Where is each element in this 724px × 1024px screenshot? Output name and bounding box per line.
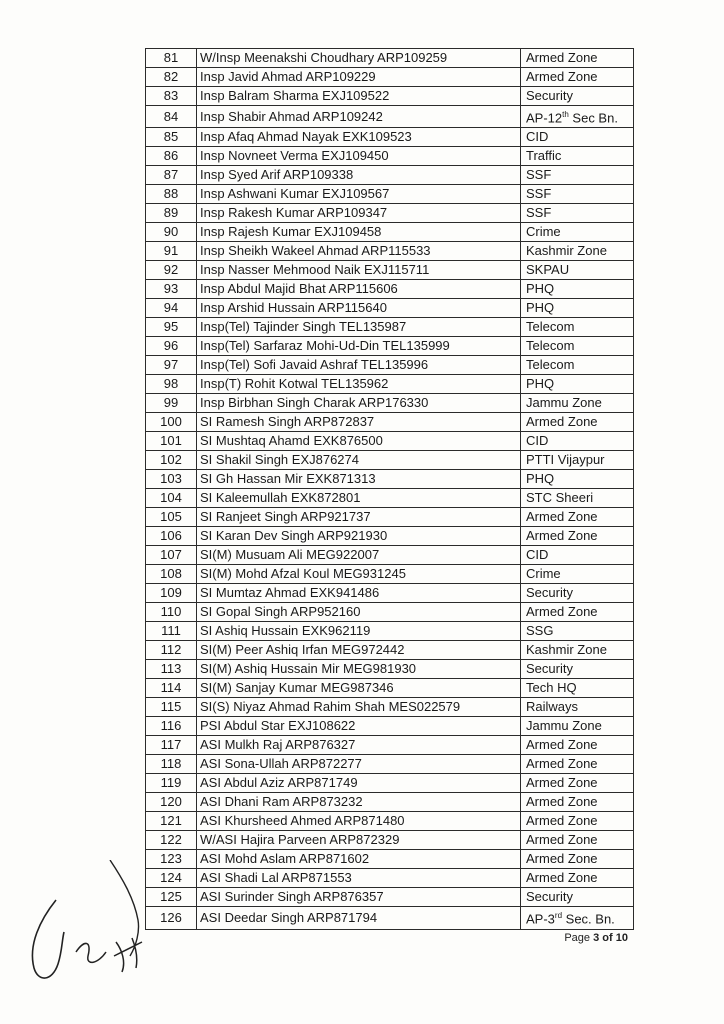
officer-name-cell: SI(S) Niyaz Ahmad Rahim Shah MES022579: [197, 698, 521, 717]
serial-number-cell: 82: [146, 68, 197, 87]
serial-number-cell: 89: [146, 204, 197, 223]
serial-number-cell: 97: [146, 356, 197, 375]
table-row: [146, 204, 634, 223]
serial-number-cell: 113: [146, 660, 197, 679]
serial-number-cell: 121: [146, 812, 197, 831]
officer-name-cell: SI(M) Mohd Afzal Koul MEG931245: [197, 565, 521, 584]
officer-name-cell: Insp Afaq Ahmad Nayak EXK109523: [197, 128, 521, 147]
posting-cell: Armed Zone: [521, 527, 634, 546]
officer-name-cell: Insp(Tel) Sofi Javaid Ashraf TEL135996: [197, 356, 521, 375]
serial-number-cell: 125: [146, 888, 197, 907]
officer-name-cell: ASI Khursheed Ahmed ARP871480: [197, 812, 521, 831]
serial-number-cell: 90: [146, 223, 197, 242]
officer-name-cell: Insp Balram Sharma EXJ109522: [197, 87, 521, 106]
table-row: [146, 546, 634, 565]
serial-number-cell: 123: [146, 850, 197, 869]
posting-cell: PHQ: [521, 470, 634, 489]
table-row: [146, 641, 634, 660]
posting-cell: SSF: [521, 166, 634, 185]
page-of: of: [602, 932, 613, 944]
serial-number-cell: 100: [146, 413, 197, 432]
posting-cell: PTTI Vijaypur: [521, 451, 634, 470]
officer-name-cell: SI Karan Dev Singh ARP921930: [197, 527, 521, 546]
table-row: [146, 850, 634, 869]
posting-cell: Armed Zone: [521, 831, 634, 850]
posting-cell: Armed Zone: [521, 869, 634, 888]
serial-number-cell: 107: [146, 546, 197, 565]
posting-cell: Telecom: [521, 356, 634, 375]
posting-cell: Armed Zone: [521, 850, 634, 869]
table-row: [146, 375, 634, 394]
table-row: [146, 49, 634, 68]
officer-name-cell: Insp Syed Arif ARP109338: [197, 166, 521, 185]
page-total: 10: [615, 932, 628, 944]
officer-name-cell: SI Mumtaz Ahmad EXK941486: [197, 584, 521, 603]
serial-number-cell: 81: [146, 49, 197, 68]
serial-number-cell: 112: [146, 641, 197, 660]
table-row: [146, 87, 634, 106]
serial-number-cell: 101: [146, 432, 197, 451]
table-row: [146, 451, 634, 470]
table-row: [146, 584, 634, 603]
posting-cell: Crime: [521, 223, 634, 242]
posting-cell: Armed Zone: [521, 68, 634, 87]
serial-number-cell: 87: [146, 166, 197, 185]
posting-cell: Security: [521, 87, 634, 106]
serial-number-cell: 98: [146, 375, 197, 394]
officer-name-cell: Insp Javid Ahmad ARP109229: [197, 68, 521, 87]
posting-cell: PHQ: [521, 375, 634, 394]
posting-cell: Kashmir Zone: [521, 242, 634, 261]
serial-number-cell: 91: [146, 242, 197, 261]
posting-cell: Armed Zone: [521, 49, 634, 68]
signature-stroke-1: [32, 900, 64, 978]
serial-number-cell: 116: [146, 717, 197, 736]
posting-cell: AP-12th Sec Bn.: [521, 106, 634, 128]
posting-cell: Armed Zone: [521, 413, 634, 432]
posting-cell: Jammu Zone: [521, 394, 634, 413]
table-row: [146, 299, 634, 318]
posting-cell: PHQ: [521, 299, 634, 318]
posting-cell: SKPAU: [521, 261, 634, 280]
officer-name-cell: SI Gh Hassan Mir EXK871313: [197, 470, 521, 489]
officer-name-cell: Insp Nasser Mehmood Naik EXJ115711: [197, 261, 521, 280]
posting-cell: CID: [521, 128, 634, 147]
serial-number-cell: 120: [146, 793, 197, 812]
table-row: [146, 280, 634, 299]
officer-name-cell: Insp Rajesh Kumar EXJ109458: [197, 223, 521, 242]
table-row: [146, 812, 634, 831]
posting-cell: Security: [521, 660, 634, 679]
table-row: [146, 527, 634, 546]
posting-cell: AP-3rd Sec. Bn.: [521, 907, 634, 929]
table-row: [146, 166, 634, 185]
serial-number-cell: 111: [146, 622, 197, 641]
officer-name-cell: W/ASI Hajira Parveen ARP872329: [197, 831, 521, 850]
officer-name-cell: ASI Deedar Singh ARP871794: [197, 907, 521, 929]
officer-name-cell: Insp Rakesh Kumar ARP109347: [197, 204, 521, 223]
posting-cell: Telecom: [521, 318, 634, 337]
table-row: [146, 736, 634, 755]
serial-number-cell: 99: [146, 394, 197, 413]
table-row: [146, 261, 634, 280]
officer-name-cell: ASI Mulkh Raj ARP876327: [197, 736, 521, 755]
posting-cell: PHQ: [521, 280, 634, 299]
posting-cell: Telecom: [521, 337, 634, 356]
officer-name-cell: ASI Surinder Singh ARP876357: [197, 888, 521, 907]
officer-name-cell: Insp Abdul Majid Bhat ARP115606: [197, 280, 521, 299]
officer-name-cell: SI Shakil Singh EXJ876274: [197, 451, 521, 470]
posting-cell: Armed Zone: [521, 755, 634, 774]
personnel-table: [145, 48, 634, 930]
officer-name-cell: Insp(T) Rohit Kotwal TEL135962: [197, 375, 521, 394]
officer-name-cell: Insp Arshid Hussain ARP115640: [197, 299, 521, 318]
serial-number-cell: 109: [146, 584, 197, 603]
officer-name-cell: SI(M) Peer Ashiq Irfan MEG972442: [197, 641, 521, 660]
serial-number-cell: 93: [146, 280, 197, 299]
officer-name-cell: Insp Shabir Ahmad ARP109242: [197, 106, 521, 128]
officer-name-cell: SI(M) Sanjay Kumar MEG987346: [197, 679, 521, 698]
serial-number-cell: 85: [146, 128, 197, 147]
table-row: [146, 717, 634, 736]
posting-cell: CID: [521, 432, 634, 451]
table-row: [146, 508, 634, 527]
officer-name-cell: Insp Birbhan Singh Charak ARP176330: [197, 394, 521, 413]
table-row: [146, 223, 634, 242]
table-row: [146, 774, 634, 793]
serial-number-cell: 122: [146, 831, 197, 850]
table-row: [146, 470, 634, 489]
serial-number-cell: 84: [146, 106, 197, 128]
serial-number-cell: 114: [146, 679, 197, 698]
serial-number-cell: 124: [146, 869, 197, 888]
posting-cell: Railways: [521, 698, 634, 717]
page-label: Page: [564, 932, 591, 944]
posting-cell: Armed Zone: [521, 736, 634, 755]
officer-name-cell: ASI Sona-Ullah ARP872277: [197, 755, 521, 774]
serial-number-cell: 117: [146, 736, 197, 755]
table-row: [146, 888, 634, 907]
officer-name-cell: SI Kaleemullah EXK872801: [197, 489, 521, 508]
officer-name-cell: ASI Abdul Aziz ARP871749: [197, 774, 521, 793]
table-row: [146, 603, 634, 622]
officer-name-cell: ASI Mohd Aslam ARP871602: [197, 850, 521, 869]
posting-cell: Armed Zone: [521, 812, 634, 831]
table-row: [146, 869, 634, 888]
serial-number-cell: 108: [146, 565, 197, 584]
table-row: [146, 565, 634, 584]
table-row: [146, 68, 634, 87]
posting-cell: CID: [521, 546, 634, 565]
serial-number-cell: 96: [146, 337, 197, 356]
table-row: [146, 147, 634, 166]
table-row: [146, 831, 634, 850]
page-number: [564, 932, 628, 944]
serial-number-cell: 83: [146, 87, 197, 106]
serial-number-cell: 106: [146, 527, 197, 546]
serial-number-cell: 105: [146, 508, 197, 527]
posting-cell: Traffic: [521, 147, 634, 166]
table-row: [146, 793, 634, 812]
posting-cell: SSF: [521, 204, 634, 223]
officer-name-cell: PSI Abdul Star EXJ108622: [197, 717, 521, 736]
serial-number-cell: 118: [146, 755, 197, 774]
table-row: [146, 432, 634, 451]
table-row: [146, 907, 634, 929]
table-row: [146, 185, 634, 204]
table-row: [146, 106, 634, 128]
table-row: [146, 489, 634, 508]
table-body: [146, 49, 634, 930]
serial-number-cell: 102: [146, 451, 197, 470]
page-current: 3: [593, 932, 600, 944]
posting-cell: Armed Zone: [521, 793, 634, 812]
table-row: [146, 242, 634, 261]
officer-name-cell: SI Gopal Singh ARP952160: [197, 603, 521, 622]
serial-number-cell: 126: [146, 907, 197, 929]
posting-cell: SSF: [521, 185, 634, 204]
table-row: [146, 337, 634, 356]
table-row: [146, 394, 634, 413]
table-row: [146, 679, 634, 698]
officer-name-cell: SI Ashiq Hussain EXK962119: [197, 622, 521, 641]
serial-number-cell: 94: [146, 299, 197, 318]
officer-name-cell: Insp Sheikh Wakeel Ahmad ARP115533: [197, 242, 521, 261]
serial-number-cell: 95: [146, 318, 197, 337]
posting-cell: STC Sheeri: [521, 489, 634, 508]
posting-cell: Armed Zone: [521, 508, 634, 527]
officer-name-cell: SI Mushtaq Ahamd EXK876500: [197, 432, 521, 451]
officer-name-cell: SI(M) Ashiq Hussain Mir MEG981930: [197, 660, 521, 679]
signature-stroke-4: [114, 938, 142, 972]
handwritten-signature: [18, 860, 168, 990]
posting-cell: Security: [521, 584, 634, 603]
posting-cell: SSG: [521, 622, 634, 641]
table-row: [146, 755, 634, 774]
posting-cell: Armed Zone: [521, 774, 634, 793]
serial-number-cell: 119: [146, 774, 197, 793]
table-row: [146, 318, 634, 337]
posting-cell: Security: [521, 888, 634, 907]
serial-number-cell: 86: [146, 147, 197, 166]
posting-cell: Tech HQ: [521, 679, 634, 698]
posting-cell: Armed Zone: [521, 603, 634, 622]
posting-cell: Jammu Zone: [521, 717, 634, 736]
serial-number-cell: 115: [146, 698, 197, 717]
table-row: [146, 356, 634, 375]
signature-stroke-3: [76, 943, 106, 962]
serial-number-cell: 88: [146, 185, 197, 204]
serial-number-cell: 92: [146, 261, 197, 280]
officer-name-cell: SI Ramesh Singh ARP872837: [197, 413, 521, 432]
posting-cell: Crime: [521, 565, 634, 584]
serial-number-cell: 104: [146, 489, 197, 508]
serial-number-cell: 110: [146, 603, 197, 622]
table-row: [146, 128, 634, 147]
officer-name-cell: Insp Novneet Verma EXJ109450: [197, 147, 521, 166]
signature-stroke-2: [110, 860, 139, 956]
officer-name-cell: W/Insp Meenakshi Choudhary ARP109259: [197, 49, 521, 68]
serial-number-cell: 103: [146, 470, 197, 489]
posting-cell: Kashmir Zone: [521, 641, 634, 660]
officer-name-cell: Insp(Tel) Tajinder Singh TEL135987: [197, 318, 521, 337]
table-row: [146, 660, 634, 679]
officer-name-cell: SI Ranjeet Singh ARP921737: [197, 508, 521, 527]
officer-name-cell: SI(M) Musuam Ali MEG922007: [197, 546, 521, 565]
officer-name-cell: ASI Dhani Ram ARP873232: [197, 793, 521, 812]
table-row: [146, 622, 634, 641]
table-row: [146, 698, 634, 717]
officer-name-cell: Insp(Tel) Sarfaraz Mohi-Ud-Din TEL135999: [197, 337, 521, 356]
officer-name-cell: Insp Ashwani Kumar EXJ109567: [197, 185, 521, 204]
officer-name-cell: ASI Shadi Lal ARP871553: [197, 869, 521, 888]
table-row: [146, 413, 634, 432]
